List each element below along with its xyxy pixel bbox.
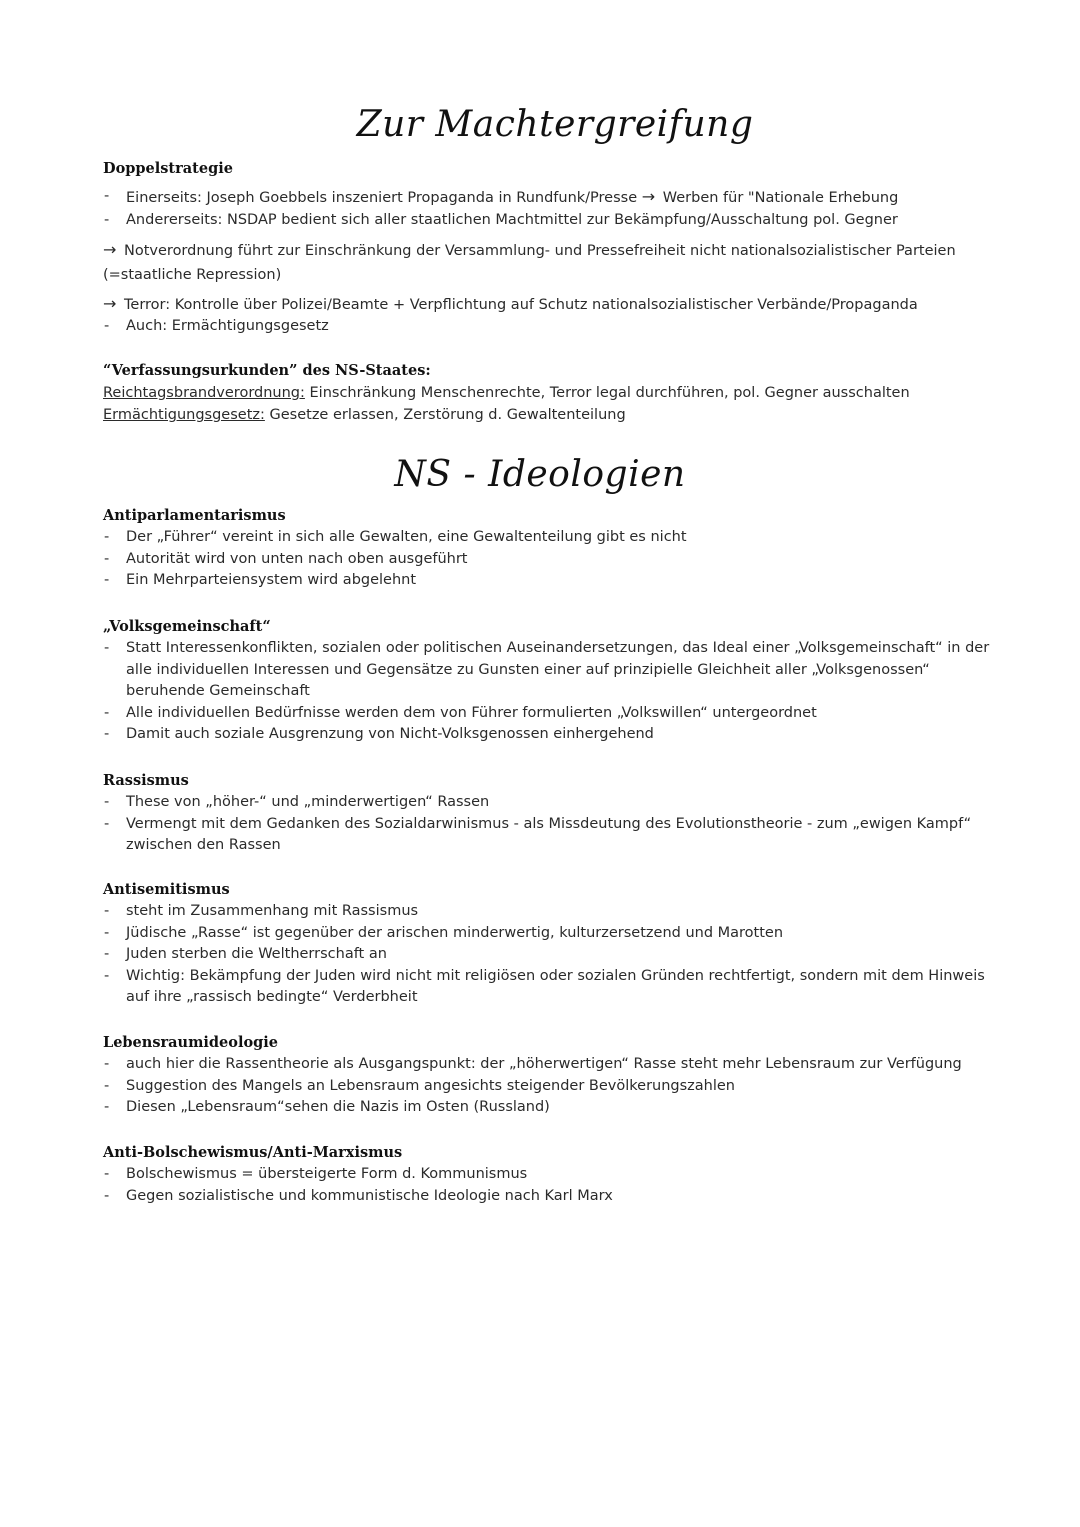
- section-heading: Rassismus: [103, 772, 189, 789]
- list-item: - Statt Interessenkonflikten, sozialen oder politischen Auseinandersetzungen, das Ideal einer „Volksgemeinschaft“ in der alle individuellen Interessen und Gegensätze zu Gunsten einer auf prinzipielle Gleichheit aller „Volksgenossen“ beruhende Gemeinschaft: [104, 640, 990, 699]
- dash-bullet: -: [104, 794, 110, 810]
- list-item: - Ein Mehrparteiensystem wird abgelehnt: [103, 570, 993, 592]
- section-antisemitismus: [103, 879, 993, 1009]
- list-item: - These von „höher-“ und „minderwertigen“ Rassen: [103, 792, 993, 814]
- dash-bullet: -: [104, 946, 110, 962]
- dash-bullet: -: [104, 967, 110, 984]
- list-item: - Alle individuellen Bedürfnisse werden dem von Führer formulierten „Volkswillen“ untergeordnet: [103, 703, 993, 725]
- list-item: - Andererseits: NSDAP bedient sich aller staatlichen Machtmittel zur Bekämpfung/Ausschaltung pol. Gegner: [103, 210, 993, 232]
- list-item: - Auch: Ermächtigungsgesetz: [103, 316, 993, 338]
- section-heading: Lebensraumideologie: [103, 1034, 279, 1051]
- section-lebensraumideologie: [103, 1032, 993, 1119]
- dash-bullet: -: [104, 1166, 110, 1182]
- list-item: - Der „Führer“ vereint in sich alle Gewalten, eine Gewaltenteilung gibt es nicht: [103, 527, 993, 549]
- arrow-right-icon: →: [641, 187, 656, 206]
- dash-bullet: -: [104, 550, 110, 567]
- dash-bullet: -: [104, 188, 110, 204]
- list-item: - Jüdische „Rasse“ ist gegenüber der arischen minderwertig, kulturzersetzend und Marotten: [103, 923, 993, 945]
- section-rassismus: [103, 770, 993, 857]
- section-anti-bolschewismus: [103, 1142, 993, 1207]
- verfassung-row: Reichtagsbrandverordnung: Einschränkung Menschenrechte, Terror legal durchführen, pol. Gegner ausschalten: [103, 385, 910, 401]
- list-item: - steht im Zusammenhang mit Rassismus: [103, 901, 993, 923]
- section-verfassungsurkunden: [103, 360, 993, 426]
- list-item: - Suggestion des Mangels an Lebensraum angesichts steigender Bevölkerungszahlen: [103, 1076, 993, 1098]
- dash-bullet: -: [104, 1099, 110, 1115]
- terror-line: → Terror: Kontrolle über Polizei/Beamte + Verpflichtung auf Schutz nationalsozialistischer Verbände/Propaganda: [103, 294, 918, 313]
- dash-bullet: -: [104, 815, 110, 832]
- dash-bullet: -: [104, 318, 110, 334]
- list-item: - Juden sterben die Weltherrschaft an: [103, 944, 993, 966]
- dash-bullet: -: [104, 529, 110, 545]
- dash-bullet: -: [104, 640, 110, 656]
- list-item: - Bolschewismus = übersteigerte Form d. Kommunismus: [103, 1164, 993, 1186]
- list-item: - auch hier die Rassentheorie als Ausgangspunkt: der „höherwertigen“ Rasse steht mehr Lebensraum zur Verfügung: [103, 1054, 993, 1076]
- notverordnung-line: → Notverordnung führt zur Einschränkung der Versammlung- und Pressefreiheit nicht nationalsozialistischer Parteien (=staatliche Repression): [103, 240, 956, 283]
- dash-bullet: -: [104, 1187, 110, 1204]
- list-item: - Diesen „Lebensraum“sehen die Nazis im Osten (Russland): [103, 1097, 993, 1119]
- list-item: - Gegen sozialistische und kommunistische Ideologie nach Karl Marx: [103, 1186, 993, 1208]
- dash-bullet: -: [104, 903, 110, 919]
- dash-bullet: -: [104, 924, 110, 941]
- section-heading: Antisemitismus: [103, 881, 230, 898]
- dash-bullet: -: [104, 1077, 110, 1094]
- list-item: - Autorität wird von unten nach oben ausgeführt: [103, 549, 993, 571]
- arrow-right-icon: →: [103, 240, 117, 259]
- dash-bullet: -: [104, 572, 110, 588]
- list-item: - Vermengt mit dem Gedanken des Sozialdarwinismus - als Missdeutung des Evolutionstheorie - zum „ewigen Kampf“ zwischen den Rassen: [104, 815, 972, 853]
- section-heading: Doppelstrategie: [103, 160, 233, 177]
- section-heading: Antiparlamentarismus: [103, 507, 286, 524]
- section-heading: „Volksgemeinschaft“: [103, 618, 271, 635]
- title-ideologien: NS - Ideologien: [394, 454, 686, 495]
- section-heading: “Verfassungsurkunden” des NS-Staates:: [103, 362, 431, 379]
- title-machtergreifung: Zur Machtergreifung: [356, 104, 754, 145]
- section-heading: Anti-Bolschewismus/Anti-Marxismus: [103, 1144, 403, 1161]
- arrow-right-icon: →: [103, 294, 117, 313]
- section-antiparlamentarismus: [103, 505, 993, 592]
- dash-bullet: -: [104, 704, 110, 721]
- dash-bullet: -: [104, 1056, 110, 1072]
- verfassung-row: Ermächtigungsgesetz: Gesetze erlassen, Zerstörung d. Gewaltenteilung: [103, 407, 626, 423]
- list-item: - Damit auch soziale Ausgrenzung von Nicht-Volksgenossen einhergehend: [103, 724, 993, 746]
- list-item: - Wichtig: Bekämpfung der Juden wird nicht mit religiösen oder sozialen Gründen rechtfertigt, sondern mit dem Hinweis auf ihre „rassisch bedingte“ Verderbheit: [104, 967, 985, 1005]
- list-item: - Einerseits: Joseph Goebbels inszeniert Propaganda in Rundfunk/Presse → Werben für "Nationale Erhebung: [104, 187, 899, 206]
- dash-bullet: -: [104, 211, 110, 228]
- section-volksgemeinschaft: [103, 616, 993, 746]
- dash-bullet: -: [104, 726, 110, 742]
- section-doppelstrategie: [103, 158, 993, 338]
